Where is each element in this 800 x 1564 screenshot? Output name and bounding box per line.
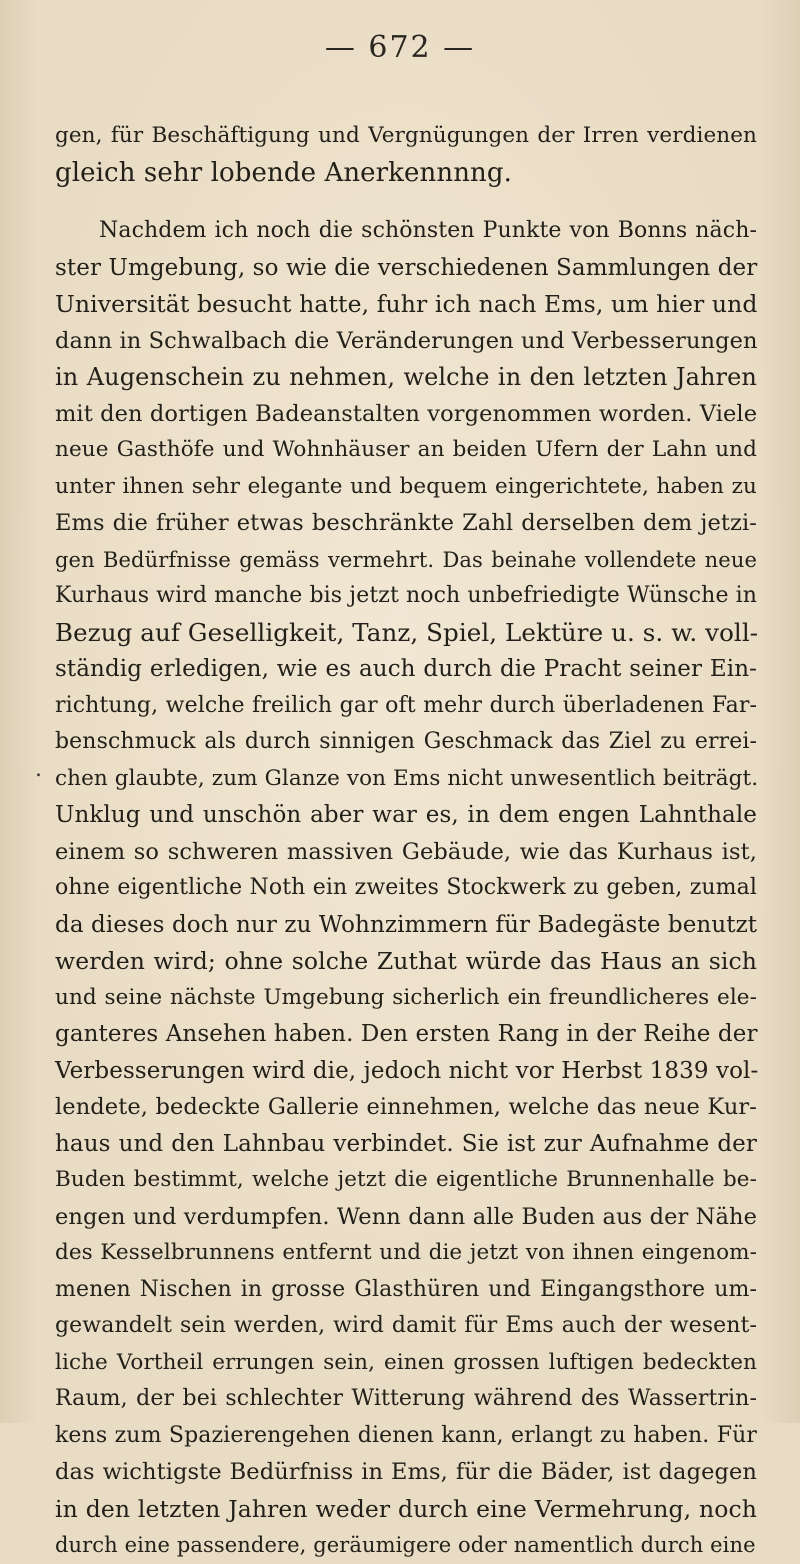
text-line: gleich sehr lobende Anerkennnng. — [55, 157, 513, 188]
paragraph-gap — [55, 191, 757, 213]
text-line: da dieses doch nur zu Wohnzimmern für Badegäste benutzt — [55, 911, 758, 938]
paragraph — [55, 213, 757, 1564]
text-line: unter ihnen sehr elegante und bequem eingerichtete, haben zu — [55, 473, 757, 499]
text-line: gen Bedürfnisse gemäss vermehrt. Das beinahe vollendete neue — [55, 547, 757, 572]
text-line: einem so schweren massiven Gebäude, wie das Kurhaus ist, — [55, 838, 757, 865]
text-line: chen glaubte, zum Glanze von Ems nicht unwesentlich beiträgt. — [55, 765, 759, 791]
text-line: ständig erledigen, wie es auch durch die Pracht seiner Ein- — [55, 656, 757, 682]
text-line: gen, für Beschäftigung und Vergnügungen der Irren verdienen — [55, 123, 757, 148]
text-line: des Kesselbrunnens entfernt und die jetzt von ihnen eingenom- — [55, 1240, 757, 1265]
text-line: durch eine passendere, geräumigere oder namentlich durch eine — [55, 1533, 756, 1557]
text-line: Kurhaus wird manche bis jetzt noch unbefriedigte Wünsche in — [55, 583, 758, 608]
text-line: haus und den Lahnbau verbindet. Sie ist zur Aufnahme der — [55, 1130, 757, 1157]
text-line: Buden bestimmt, welche jetzt die eigentliche Brunnenhalle be- — [55, 1167, 757, 1192]
text-line: menen Nischen in grosse Glasthüren und Eingangsthore um- — [55, 1276, 757, 1302]
text-line: das wichtigste Bedürfniss in Ems, für die Bäder, ist dagegen — [55, 1459, 757, 1485]
page-number: — 672 — — [324, 30, 476, 65]
text-line: gewandelt sein werden, wird damit für Ems auch der wesent- — [55, 1313, 757, 1338]
text-line: ganteres Ansehen haben. Den ersten Rang in der Reihe der — [55, 1021, 758, 1047]
body-text — [55, 118, 757, 1564]
text-line: lendete, bedeckte Gallerie einnehmen, welche das neue Kur- — [55, 1094, 757, 1120]
paragraph — [55, 118, 757, 191]
text-line: in den letzten Jahren weder durch eine Vermehrung, noch — [55, 1494, 757, 1523]
text-line: Nachdem ich noch die schönsten Punkte von Bonns näch- — [99, 218, 757, 243]
text-line: ohne eigentliche Noth ein zweites Stockwerk zu geben, zumal — [55, 875, 757, 900]
text-line: ster Umgebung, so wie die verschiedenen Sammlungen der — [55, 254, 758, 281]
text-line: neue Gasthöfe und Wohnhäuser an beiden Ufern der Lahn und — [55, 437, 757, 462]
text-line: Raum, der bei schlechter Witterung während des Wassertrin- — [55, 1386, 757, 1411]
text-line: Ems die früher etwas beschränkte Zahl derselben dem jetzi- — [55, 510, 757, 536]
text-line: in Augenschein zu nehmen, welche in den letzten Jahren — [55, 363, 757, 391]
text-line: Universität besucht hatte, fuhr ich nach Ems, um hier und — [55, 290, 758, 318]
text-line: dann in Schwalbach die Veränderungen und Verbesserungen — [55, 327, 758, 354]
text-line: benschmuck als durch sinnigen Geschmack das Ziel zu errei- — [55, 729, 757, 754]
text-line: werden wird; ohne solche Zuthat würde das Haus an sich — [55, 947, 757, 975]
margin-mark: . — [35, 757, 42, 782]
text-line: mit den dortigen Badeanstalten vorgenommen worden. Viele — [55, 400, 758, 427]
text-line: Verbesserungen wird die, jedoch nicht vor Herbst 1839 vol- — [55, 1057, 759, 1084]
text-line: Unklug und unschön aber war es, in dem engen Lahnthale — [55, 802, 757, 828]
text-line: kens zum Spazierengehen dienen kann, erlangt zu haben. Für — [55, 1422, 757, 1448]
text-line: richtung, welche freilich gar oft mehr durch überladenen Far- — [55, 692, 757, 718]
text-line: und seine nächste Umgebung sicherlich ein freundlicheres ele- — [55, 984, 757, 1010]
text-line: Bezug auf Geselligkeit, Tanz, Spiel, Lektüre u. s. w. voll- — [55, 617, 759, 647]
text-line: liche Vortheil errungen sein, einen grossen luftigen bedeckten — [55, 1349, 757, 1375]
text-line: engen und verdumpfen. Wenn dann alle Buden aus der Nähe — [55, 1203, 757, 1230]
